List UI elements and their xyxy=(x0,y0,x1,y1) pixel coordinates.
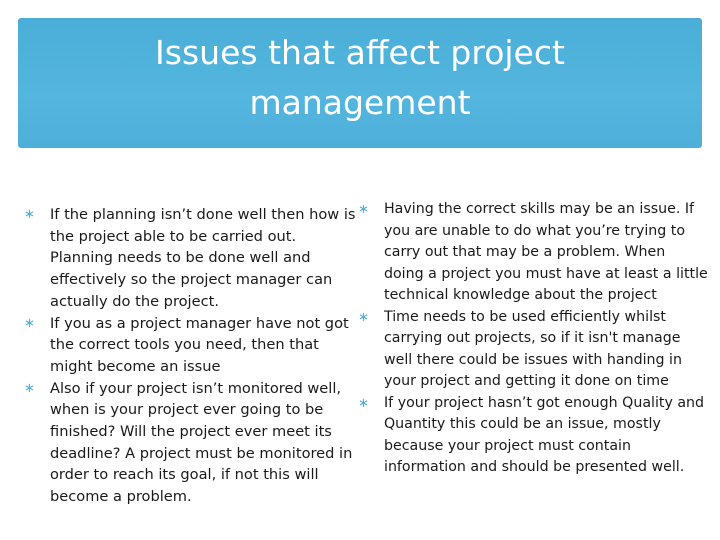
bullet-asterisk-icon: ∗ xyxy=(358,309,369,325)
right-column xyxy=(358,199,708,479)
left-column xyxy=(24,204,356,508)
slide-title xyxy=(18,28,702,128)
right-bullet-list xyxy=(358,199,708,479)
bullet-text: If you as a project manager have not got the correct tools you need, then that might become an issue xyxy=(50,314,349,375)
bullet-text: If the planning isn’t done well then how is the project able to be carried out. Planning needs to be done well and effectively so the project manager can actually do the project. xyxy=(50,206,356,310)
bullet-asterisk-icon: ∗ xyxy=(358,395,369,411)
bullet-asterisk-icon: ∗ xyxy=(358,202,369,217)
title-line-1: Issues that affect project xyxy=(155,33,565,72)
bullet-text: Having the correct skills may be an issue. If you are unable to do what you’re trying to carry out that may be a problem. When doing a project you must have at least a little technical knowledge about the project xyxy=(384,201,708,303)
title-line-2: management xyxy=(249,83,471,122)
bullet-text: Also if your project isn’t monitored well, when is your project ever going to be finished? Will the project ever meet its deadline? A project must be monitored in order to reach its goal, if not this will become a problem. xyxy=(50,379,353,506)
bullet-asterisk-icon: ∗ xyxy=(24,380,35,396)
list-item xyxy=(358,307,708,393)
list-item xyxy=(24,313,356,378)
bullet-asterisk-icon: ∗ xyxy=(24,207,35,222)
list-item xyxy=(358,199,708,307)
bullet-text: If your project hasn’t got enough Quality and Quantity this could be an issue, mostly because your project must contain information and should be presented well. xyxy=(384,394,705,475)
bullet-asterisk-icon: ∗ xyxy=(24,315,35,331)
list-item xyxy=(24,204,356,313)
list-item xyxy=(358,393,708,479)
list-item xyxy=(24,378,356,508)
left-bullet-list xyxy=(24,204,356,508)
bullet-text: Time needs to be used efficiently whilst carrying out projects, so if it isn't manage well there could be issues with handing in your project and getting it done on time xyxy=(384,308,682,389)
